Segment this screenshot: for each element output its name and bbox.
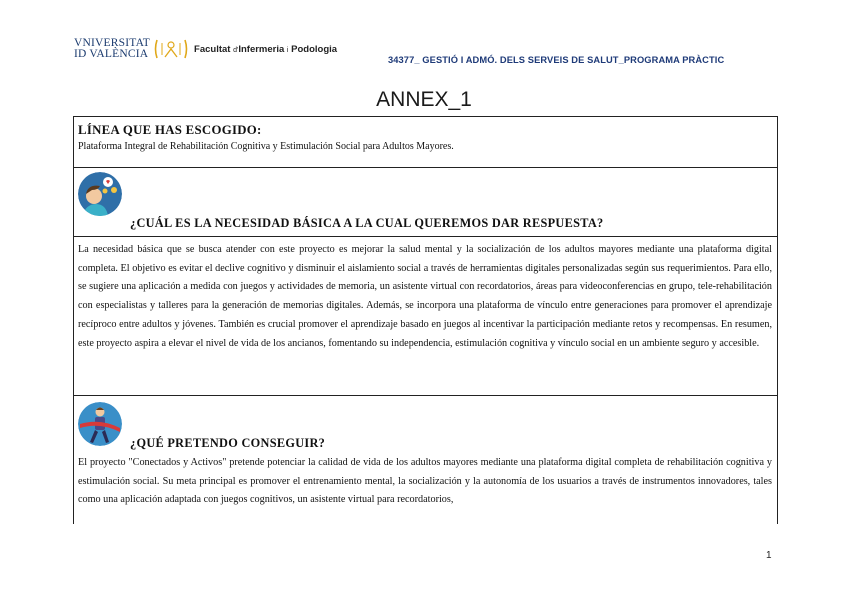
form-table [73,116,778,524]
page-title: ANNEX_1 [376,88,472,111]
university-seal-icon [154,37,188,61]
faculty-infermeria: Infermeria [238,43,285,55]
faculty-name [194,44,337,55]
finish-line-runner-icon [78,402,122,446]
header-logos [74,34,337,64]
section-goal-label: ¿QUÉ PRETENDO CONSEGUIR? [130,436,326,450]
faculty-separator: i [286,46,289,54]
section-need-label: ¿CUÁL ES LA NECESIDAD BÁSICA A LA CUAL QUEREMOS DAR RESPUESTA? [130,216,604,230]
section-need-body [74,237,777,396]
page-number: 1 [766,550,772,561]
section-line [74,117,777,168]
section-need-text: La necesidad básica que se busca atender con este proyecto es mejorar la salud mental y la socialización de los adultos mayores mediante una plataforma digital completa. El objetivo es evitar el declive cognitivo y disminuir el aislamiento social a través de herramientas digitales personalizadas según sus requerimientos. Para ello, se sugiere una aplicación a medida con juegos y actividades de memoria, un asistente virtual con recordatorios, áreas para videoconferencias en grupo, tele-rehabilitación con especialistas y talleres para la generación de memorias digitales. Además, se incorpora una plataforma de vínculo entre generaciones para promover el aprendizaje recíproco entre adultos y jóvenes. También es crucial promover el aprendizaje basado en juegos al incentivar la participación mediante retos y recompensas. En resumen, este proyecto aspira a elevar el nivel de vida de los ancianos, fomentando su independencia, estimulación cognitiva y vínculo social en un ambiente seguro y accesible. [78,244,772,349]
university-name [74,38,150,60]
section-line-label: LÍNEA QUE HAS ESCOGIDO: [78,123,262,137]
section-need-header [74,168,777,237]
section-goal [74,396,777,524]
university-line2: ID VALÈNCIA [74,48,149,60]
university-line1: VNIVERSITAT [74,37,151,49]
university-logo [74,37,192,61]
course-code: 34377_ GESTIÓ I ADMÓ. DELS SERVEIS DE SALUT_PROGRAMA PRÀCTIC [388,55,725,65]
section-line-value: Plataforma Integral de Rehabilitación Cognitiva y Estimulación Social para Adultos Mayores. [78,141,454,152]
thinking-person-icon [78,172,122,216]
faculty-d: d' [233,46,239,54]
faculty-prefix: Facultat [194,43,231,55]
faculty-podologia: Podologia [291,43,338,55]
section-goal-text: El proyecto "Conectados y Activos" pretende potenciar la calidad de vida de los adultos mayores mediante una plataforma digital completa de rehabilitación cognitiva y estimulación social. Su meta principal es promover el entrenamiento mental, la socialización y la autonomía de los usuarios a través de instrumentos innovadores, tales como una aplicación adaptada con juegos cognitivos, un asistente virtual para recordatorios, [78,457,772,506]
